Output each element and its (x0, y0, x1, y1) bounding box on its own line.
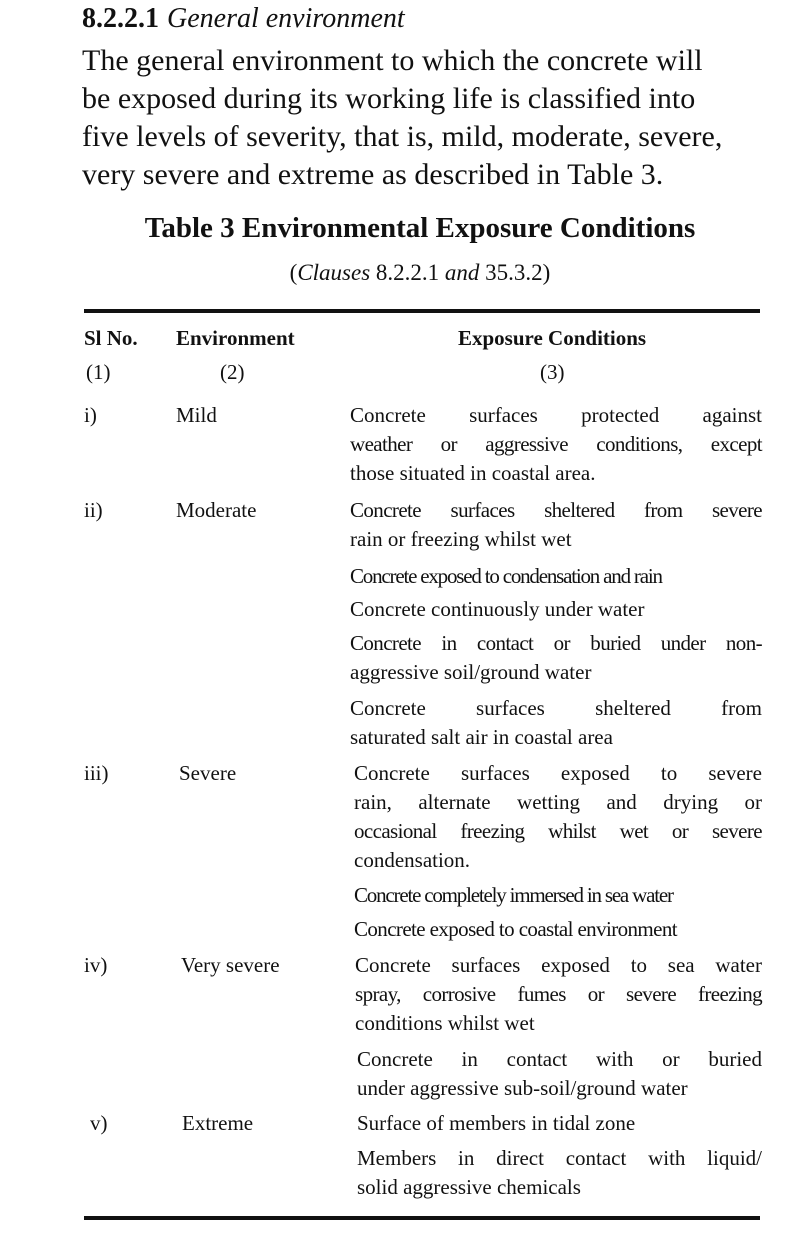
condition-line: rain or freezing whilst wet (350, 527, 572, 551)
table-bottom-rule (84, 1216, 760, 1220)
paragraph-line: five levels of severity, that is, mild, moderate, severe, (82, 120, 723, 153)
condition-line: Members in direct contact with liquid/ (357, 1146, 762, 1170)
exposure-condition (354, 881, 762, 910)
column-header-sl-no: Sl No. (84, 326, 138, 350)
clauses-label: Clauses (297, 260, 371, 285)
exposure-condition (350, 496, 762, 554)
table-clauses (0, 258, 800, 288)
row-environment: Moderate (176, 498, 257, 522)
condition-line: Concrete continuously under water (350, 597, 645, 621)
clauses-and: and (444, 260, 480, 285)
clause-ref: 8.2.2.1 (375, 260, 440, 285)
row-sl-number: iv) (84, 953, 108, 977)
exposure-condition (350, 694, 762, 752)
condition-line: rain, alternate wetting and drying or (354, 790, 762, 814)
condition-line: condensation. (354, 848, 471, 872)
section-number: 8.2.2.1 (82, 3, 159, 34)
row-sl-number: ii) (84, 498, 103, 522)
paragraph-line: very severe and extreme as described in Table 3. (82, 158, 664, 191)
table-title: Table 3 Environmental Exposure Conditions (144, 212, 696, 244)
condition-line: Concrete completely immersed in sea water (354, 883, 673, 907)
row-environment: Severe (179, 761, 237, 785)
table-top-rule (84, 309, 760, 313)
condition-line: Concrete exposed to coastal environment (354, 917, 677, 941)
column-number-2: (2) (220, 360, 245, 384)
condition-line: Concrete surfaces sheltered from (350, 696, 762, 720)
exposure-condition (350, 401, 762, 488)
condition-line: under aggressive sub-soil/ground water (357, 1076, 688, 1100)
exposure-condition (354, 759, 762, 875)
row-environment: Mild (176, 403, 217, 427)
condition-line: saturated salt air in coastal area (350, 725, 613, 749)
paragraph-line: be exposed during its working life is classified into (82, 82, 696, 115)
condition-line: Concrete surfaces sheltered from severe (350, 498, 762, 522)
condition-line: conditions whilst wet (355, 1011, 535, 1035)
condition-line: Concrete surfaces exposed to sea water (355, 953, 762, 977)
row-sl-number: v) (90, 1111, 108, 1135)
exposure-condition (357, 1144, 762, 1202)
section-title: General environment (167, 3, 405, 34)
column-header-environment: Environment (176, 326, 295, 350)
condition-line: aggressive soil/ground water (350, 660, 592, 684)
condition-line: Concrete surfaces protected against (350, 403, 762, 427)
row-sl-number: iii) (84, 761, 109, 785)
row-environment: Very severe (181, 953, 280, 977)
exposure-condition (354, 915, 762, 944)
condition-line: spray, corrosive fumes or severe freezing (355, 982, 762, 1006)
clause-ref: 35.3.2) (485, 260, 551, 285)
condition-line: Concrete in contact with or buried (357, 1047, 762, 1071)
condition-line: Concrete surfaces exposed to severe (354, 761, 762, 785)
row-environment: Extreme (182, 1111, 254, 1135)
exposure-condition (350, 562, 762, 591)
section-heading (82, 2, 405, 36)
condition-line: Concrete exposed to condensation and rain (350, 564, 662, 588)
column-header-exposure-conditions: Exposure Conditions (458, 326, 647, 350)
condition-line: solid aggressive chemicals (357, 1175, 581, 1199)
column-number-3: (3) (540, 360, 565, 384)
condition-line: Surface of members in tidal zone (357, 1111, 636, 1135)
exposure-condition (350, 629, 762, 687)
exposure-condition (357, 1109, 762, 1138)
row-sl-number: i) (84, 403, 97, 427)
exposure-condition (350, 595, 762, 624)
condition-line: Concrete in contact or buried under non- (350, 631, 762, 655)
section-paragraph (82, 42, 762, 194)
paragraph-line: The general environment to which the concrete will (82, 44, 703, 77)
exposure-condition (355, 951, 762, 1038)
condition-line: those situated in coastal area. (350, 461, 596, 485)
condition-line: weather or aggressive conditions, except (350, 432, 762, 456)
condition-line: occasional freezing whilst wet or severe (354, 819, 762, 843)
exposure-condition (357, 1045, 762, 1103)
clauses-open-paren: ( (289, 260, 298, 285)
column-number-1: (1) (86, 360, 111, 384)
